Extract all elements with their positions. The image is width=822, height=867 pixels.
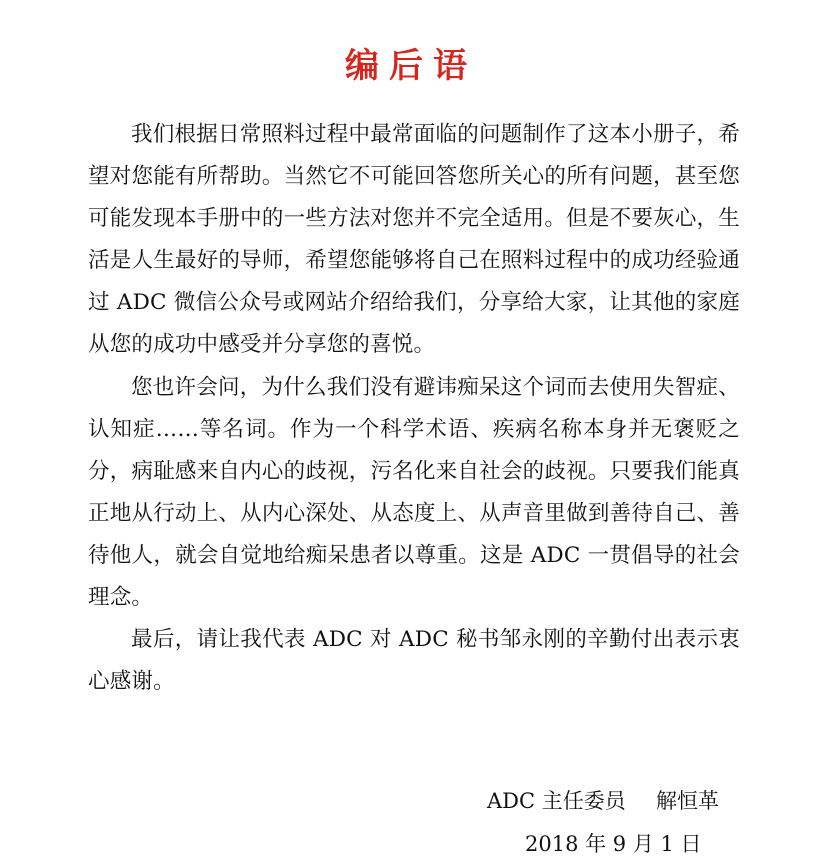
signature-organization: ADC 主任委员 <box>487 789 626 813</box>
page-title: 编后语 <box>345 45 477 86</box>
signature-name: 解恒革 <box>656 789 719 813</box>
paragraph-3: 最后，请让我代表 ADC 对 ADC 秘书邹永刚的辛勤付出表示衷心感谢。 <box>88 627 740 695</box>
signature-date: 2018 年 9 月 1 日 <box>525 832 702 856</box>
paragraph-2: 您也许会问，为什么我们没有避讳痴呆这个词而去使用失智症、认知症……等名词。作为一个科学术语、疾病名称本身并无褒贬之分，病耻感来自内心的歧视，污名化来自社会的歧视。只要我们能真正地从行动上、从内心深处、从态度上、从声音里做到善待自己、善待他人，就会自觉地给痴呆患者以尊重。这是 ADC 一贯倡导的社会理念。 <box>88 374 740 611</box>
paragraph-1: 我们根据日常照料过程中最常面临的问题制作了这本小册子，希望对您能有所帮助。当然它不可能回答您所关心的所有问题，甚至您可能发现本手册中的一些方法对您并不完全适用。但是不要灰心，生活是人生最好的导师，希望您能够将自己在照料过程中的成功经验通过 ADC 微信公众号或网站介绍给我们，分享给大家，让其他的家庭从您的成功中感受并分享您的喜悦。 <box>88 122 740 358</box>
body-text <box>88 114 740 703</box>
